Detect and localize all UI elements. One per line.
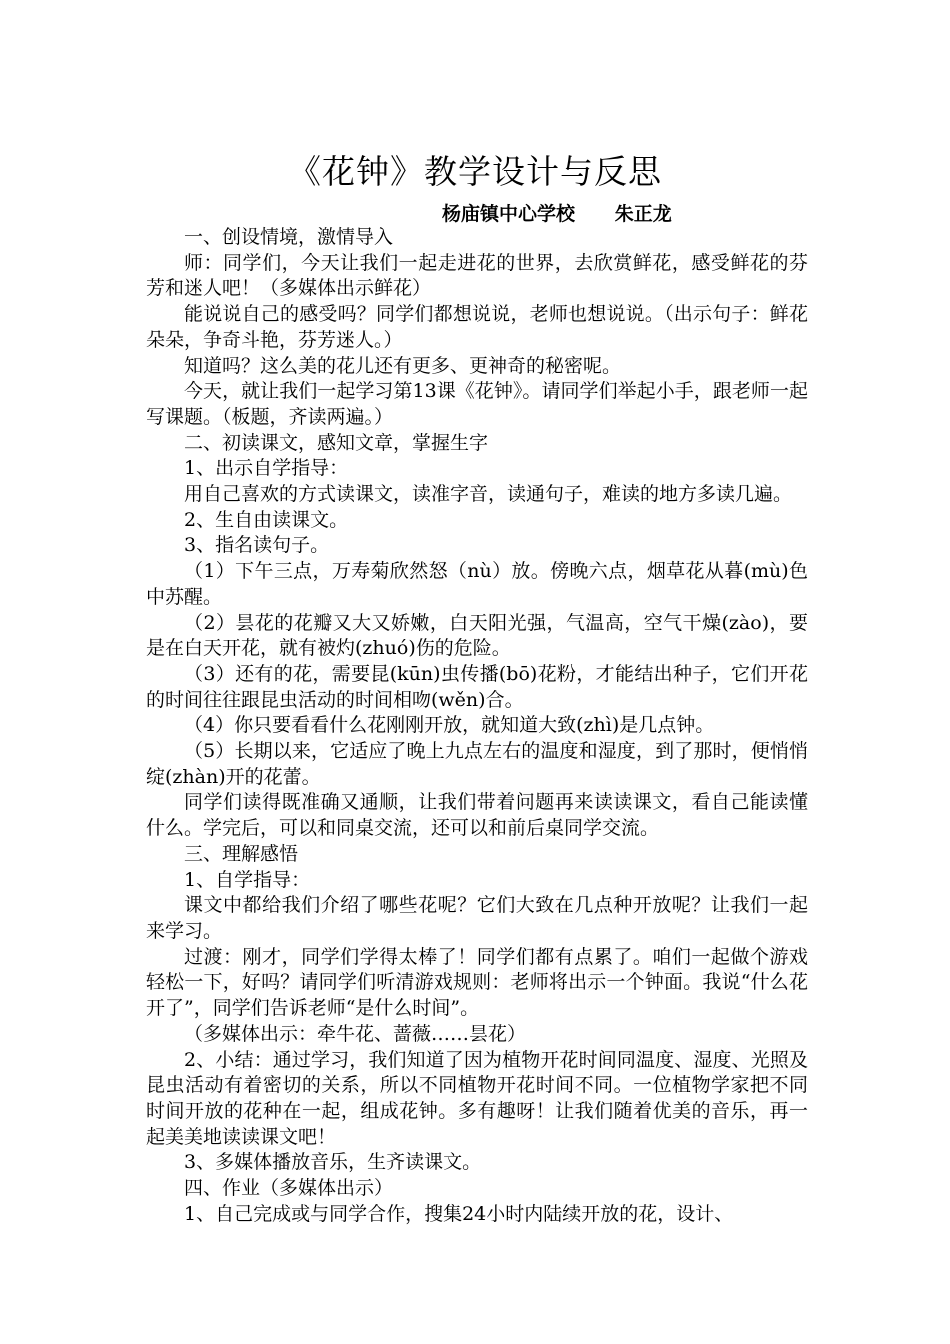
paragraph: 1、自己完成或与同学合作，搜集24小时内陆续开放的花，设计、 <box>184 1202 734 1225</box>
paragraph: 课文中都给我们介绍了哪些花呢？它们大致在几点种开放呢？让我们一起来学习。 <box>146 894 808 942</box>
paragraph: 二、初读课文，感知文章，掌握生字 <box>184 431 489 454</box>
paragraph: 知道吗？这么美的花儿还有更多、更神奇的秘密呢。 <box>184 354 622 377</box>
paragraph: （多媒体出示：牵牛花、蔷薇……昙花） <box>184 1022 527 1045</box>
paragraph: 师：同学们，今天让我们一起走进花的世界，去欣赏鲜花，感受鲜花的芬芳和迷人吧！（多媒体出示鲜花） <box>146 251 808 300</box>
page-title: 《花钟》教学设计与反思 <box>288 152 662 191</box>
author-line: 杨庙镇中心学校 朱正龙 <box>442 203 672 225</box>
paragraph: 过渡：刚才，同学们学得太棒了！同学们都有点累了。咱们一起做个游戏轻松一下，好吗？请同学们听清游戏规则：老师将出示一个钟面。我说“什么花开了”，同学们告诉老师“是什么时间”。 <box>146 945 808 1020</box>
document-body <box>146 225 808 1227</box>
paragraph: 能说说自己的感受吗？同学们都想说说，老师也想说说。（出示句子：鲜花朵朵，争奇斗艳，芬芳迷人。） <box>146 303 808 351</box>
paragraph: 用自己喜欢的方式读课文，读准字音，读通句子，难读的地方多读几遍。 <box>184 483 793 506</box>
paragraph: （4）你只要看看什么花刚刚开放，就知道大致(zhì)是几点钟。 <box>184 714 715 737</box>
paragraph: 一、创设情境，激情导入 <box>184 226 394 248</box>
paragraph: 1、出示自学指导： <box>184 457 349 480</box>
paragraph: 3、指名读句子。 <box>184 534 330 557</box>
paragraph: 1、自学指导： <box>184 868 311 891</box>
paragraph: （5）长期以来，它适应了晚上九点左右的温度和湿度，到了那时，便悄悄绽(zhàn)开的花蕾。 <box>146 740 808 788</box>
paragraph: 三、理解感悟 <box>184 842 299 865</box>
paragraph: （1）下午三点，万寿菊欣然怒（nù）放。傍晚六点，烟草花从暮(mù)色中苏醒。 <box>146 560 808 608</box>
paragraph: 四、作业（多媒体出示） <box>184 1177 394 1200</box>
paragraph: （3）还有的花，需要昆(kūn)虫传播(bō)花粉，才能结出种子，它们开花的时间往往跟昆虫活动的时间相吻(wěn)合。 <box>146 662 808 711</box>
paragraph: 2、生自由读课文。 <box>184 508 349 531</box>
paragraph: 2、小结：通过学习，我们知道了因为植物开花时间同温度、湿度、光照及昆虫活动有着密切的关系，所以不同植物开花时间不同。一位植物学家把不同时间开放的花种在一起，组成花钟。多有趣呀！让我们随着优美的音乐，再一起美美地读读课文吧！ <box>146 1048 808 1148</box>
paragraph: 同学们读得既准确又通顺，让我们带着问题再来读读课文，看自己能读懂什么。学完后，可以和同桌交流，还可以和前后桌同学交流。 <box>146 791 808 840</box>
paragraph: 今天，就让我们一起学习第13课《花钟》。请同学们举起小手，跟老师一起写课题。（板题，齐读两遍。） <box>146 380 808 428</box>
paragraph: 3、多媒体播放音乐，生齐读课文。 <box>184 1151 482 1174</box>
paragraph: （2）昙花的花瓣又大又娇嫩，白天阳光强，气温高，空气干燥(zào)，要是在白天开花，就有被灼(zhuó)伤的危险。 <box>146 611 808 660</box>
